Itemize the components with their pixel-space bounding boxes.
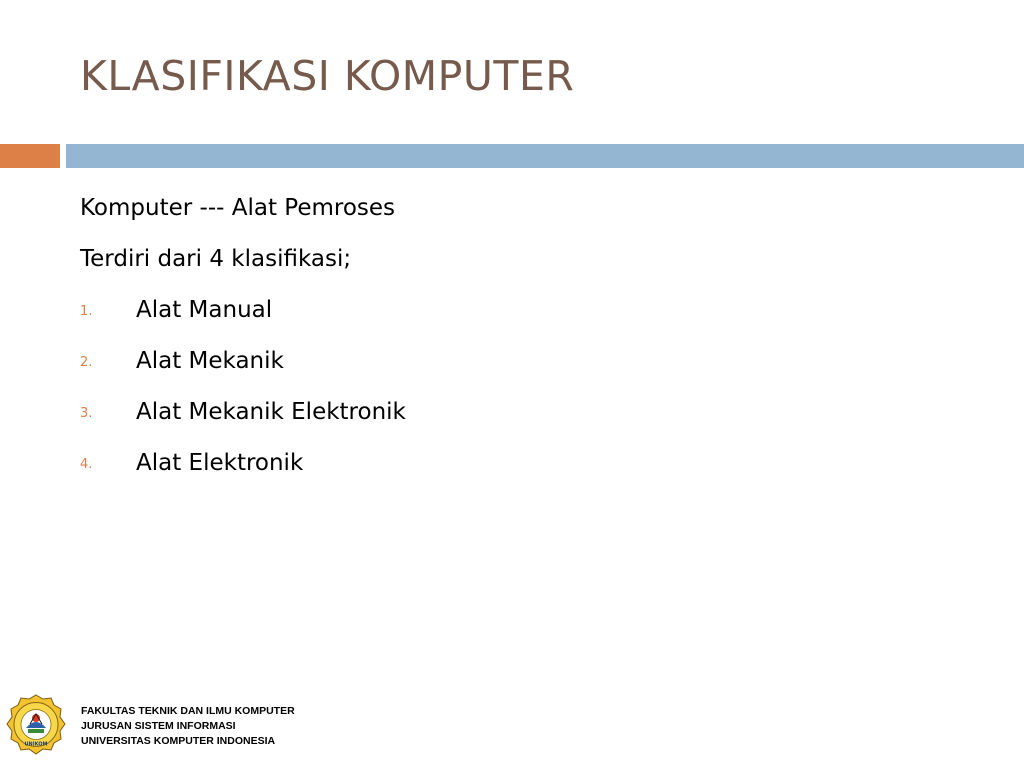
list-item-text: Alat Elektronik <box>136 450 304 476</box>
classification-list <box>80 292 980 496</box>
footer-department: JURUSAN SISTEM INFORMASI <box>81 720 236 732</box>
body-line-definition: Komputer --- Alat Pemroses <box>80 195 396 221</box>
accent-bar-blue <box>66 144 1024 168</box>
footer-faculty: FAKULTAS TEKNIK DAN ILMU KOMPUTER <box>81 705 295 717</box>
list-item <box>80 445 980 496</box>
list-item-text: Alat Mekanik Elektronik <box>136 399 406 425</box>
list-item <box>80 343 980 394</box>
accent-bar-orange <box>0 144 60 168</box>
body-line-intro: Terdiri dari 4 klasifikasi; <box>80 246 352 272</box>
footer-university: UNIVERSITAS KOMPUTER INDONESIA <box>81 735 276 747</box>
list-item-number: 3. <box>80 406 93 421</box>
list-item-number: 1. <box>80 304 93 319</box>
list-item <box>80 292 980 343</box>
slide-title: KLASIFIKASI KOMPUTER <box>80 52 575 100</box>
unikom-seal-icon <box>6 694 66 756</box>
logo-label: UNIKOM <box>24 741 48 748</box>
footer-text <box>81 704 295 749</box>
list-item <box>80 394 980 445</box>
footer <box>0 690 400 760</box>
list-item-number: 2. <box>80 355 93 370</box>
list-item-text: Alat Mekanik <box>136 348 284 374</box>
list-item-number: 4. <box>80 457 93 472</box>
slide-body <box>80 190 980 496</box>
list-item-text: Alat Manual <box>136 297 273 323</box>
